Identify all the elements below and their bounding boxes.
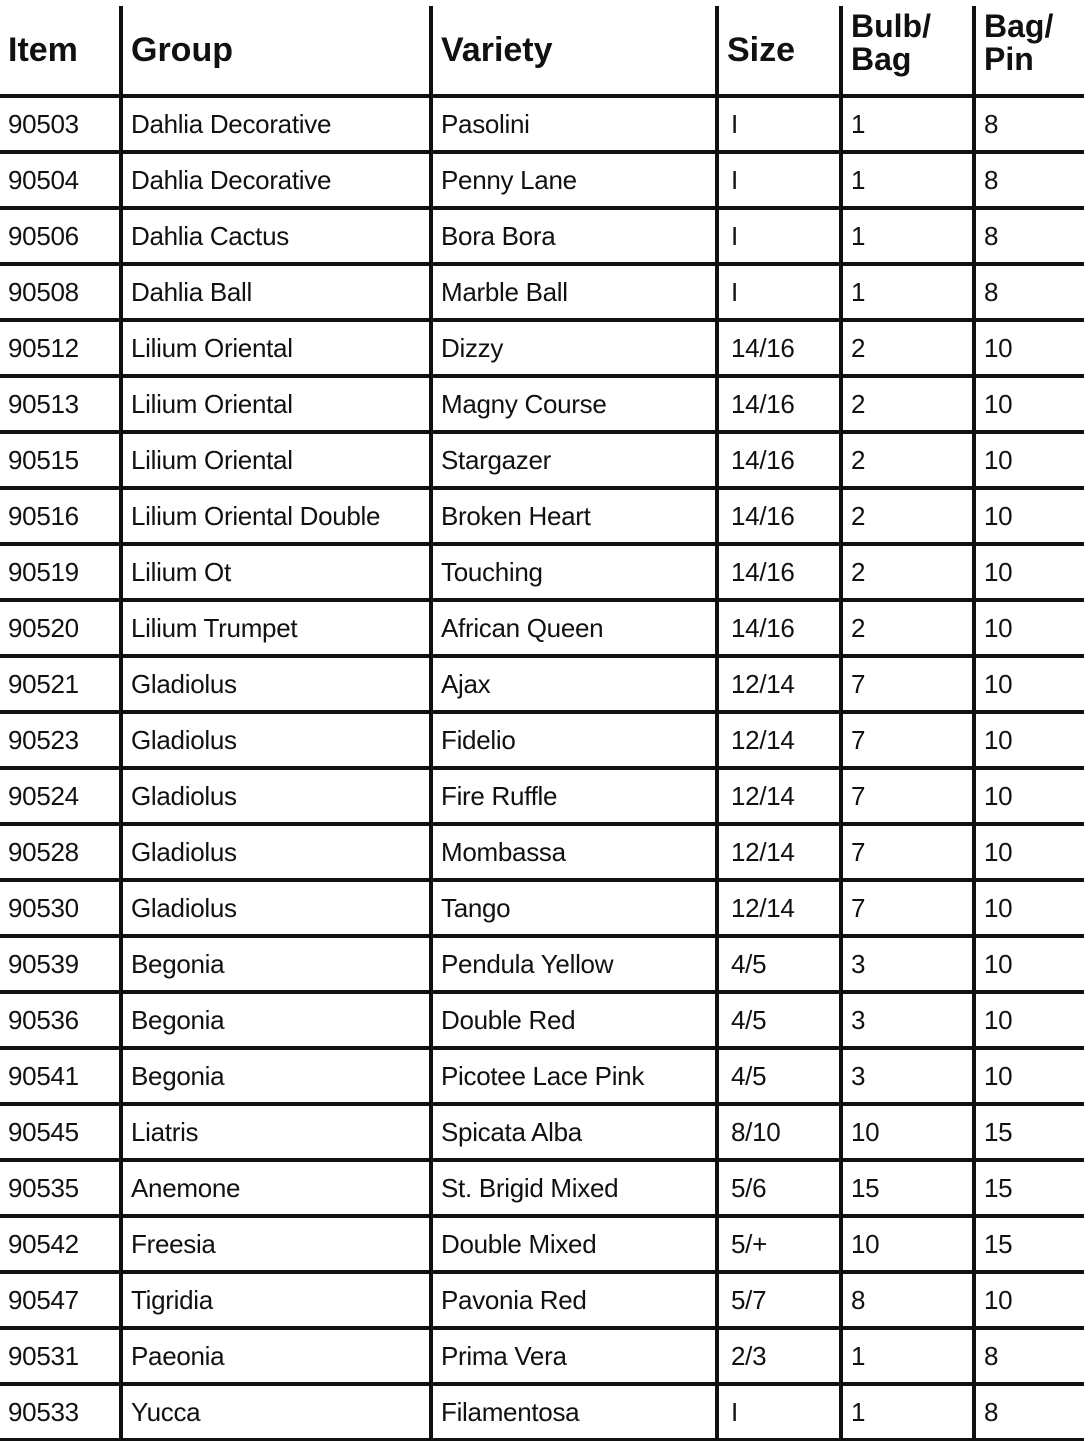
cell-size: 14/16 (717, 432, 841, 488)
header-bulb-bag-line1: Bulb/ (851, 8, 931, 44)
table-row (0, 264, 1084, 320)
cell-variety: Tango (431, 880, 717, 936)
table-row (0, 768, 1084, 824)
cell-group: Freesia (121, 1216, 431, 1272)
cell-bulb-per-bag: 2 (841, 488, 974, 544)
cell-bulb-per-bag: 7 (841, 824, 974, 880)
cell-bulb-per-bag: 10 (841, 1104, 974, 1160)
header-bulb-bag-line2: Bag (851, 41, 912, 77)
cell-item: 90535 (0, 1160, 121, 1216)
cell-bag-per-pin: 10 (974, 936, 1084, 992)
table-row (0, 824, 1084, 880)
cell-variety: Ajax (431, 656, 717, 712)
cell-bulb-per-bag: 3 (841, 936, 974, 992)
cell-bag-per-pin: 10 (974, 712, 1084, 768)
cell-item: 90547 (0, 1272, 121, 1328)
cell-bag-per-pin: 10 (974, 656, 1084, 712)
cell-bag-per-pin: 8 (974, 208, 1084, 264)
table-row (0, 1104, 1084, 1160)
cell-group: Dahlia Decorative (121, 96, 431, 152)
cell-bag-per-pin: 10 (974, 880, 1084, 936)
cell-bulb-per-bag: 10 (841, 1216, 974, 1272)
cell-group: Liatris (121, 1104, 431, 1160)
table-row (0, 96, 1084, 152)
cell-size: I (717, 96, 841, 152)
cell-variety: Penny Lane (431, 152, 717, 208)
header-bag-pin-line1: Bag/ (984, 8, 1054, 44)
cell-bag-per-pin: 10 (974, 768, 1084, 824)
cell-variety: Filamentosa (431, 1384, 717, 1440)
table-row (0, 1048, 1084, 1104)
cell-size: 12/14 (717, 824, 841, 880)
cell-bag-per-pin: 10 (974, 376, 1084, 432)
cell-variety: Double Red (431, 992, 717, 1048)
cell-item: 90504 (0, 152, 121, 208)
table-row (0, 1384, 1084, 1440)
cell-bulb-per-bag: 3 (841, 992, 974, 1048)
table-row (0, 880, 1084, 936)
cell-group: Begonia (121, 936, 431, 992)
table-row (0, 152, 1084, 208)
cell-variety: Prima Vera (431, 1328, 717, 1384)
cell-variety: Touching (431, 544, 717, 600)
cell-bag-per-pin: 15 (974, 1216, 1084, 1272)
cell-group: Lilium Oriental (121, 376, 431, 432)
cell-variety: Broken Heart (431, 488, 717, 544)
cell-item: 90536 (0, 992, 121, 1048)
cell-size: I (717, 264, 841, 320)
cell-item: 90541 (0, 1048, 121, 1104)
cell-bag-per-pin: 8 (974, 1384, 1084, 1440)
cell-group: Gladiolus (121, 656, 431, 712)
cell-group: Gladiolus (121, 768, 431, 824)
cell-bag-per-pin: 10 (974, 488, 1084, 544)
cell-item: 90506 (0, 208, 121, 264)
cell-group: Lilium Ot (121, 544, 431, 600)
cell-bulb-per-bag: 15 (841, 1160, 974, 1216)
cell-bag-per-pin: 8 (974, 1328, 1084, 1384)
header-group: Group (121, 6, 431, 96)
table-row (0, 600, 1084, 656)
cell-variety: Stargazer (431, 432, 717, 488)
cell-size: 8/10 (717, 1104, 841, 1160)
cell-size: 12/14 (717, 712, 841, 768)
cell-variety: Fire Ruffle (431, 768, 717, 824)
cell-item: 90512 (0, 320, 121, 376)
cell-size: 14/16 (717, 376, 841, 432)
cell-group: Lilium Oriental (121, 320, 431, 376)
cell-bulb-per-bag: 7 (841, 712, 974, 768)
cell-bulb-per-bag: 1 (841, 152, 974, 208)
cell-size: 14/16 (717, 320, 841, 376)
table-row (0, 936, 1084, 992)
cell-item: 90528 (0, 824, 121, 880)
cell-item: 90521 (0, 656, 121, 712)
table-row (0, 1272, 1084, 1328)
cell-group: Dahlia Ball (121, 264, 431, 320)
cell-item: 90542 (0, 1216, 121, 1272)
header-item: Item (0, 6, 121, 96)
cell-variety: Picotee Lace Pink (431, 1048, 717, 1104)
cell-size: 12/14 (717, 768, 841, 824)
cell-group: Paeonia (121, 1328, 431, 1384)
cell-bulb-per-bag: 1 (841, 264, 974, 320)
cell-group: Anemone (121, 1160, 431, 1216)
cell-bag-per-pin: 10 (974, 1048, 1084, 1104)
cell-size: I (717, 1384, 841, 1440)
cell-variety: Mombassa (431, 824, 717, 880)
cell-variety: Dizzy (431, 320, 717, 376)
cell-item: 90508 (0, 264, 121, 320)
table-row (0, 376, 1084, 432)
cell-group: Lilium Oriental (121, 432, 431, 488)
cell-bulb-per-bag: 2 (841, 376, 974, 432)
cell-bag-per-pin: 10 (974, 544, 1084, 600)
cell-bag-per-pin: 10 (974, 600, 1084, 656)
cell-size: 12/14 (717, 656, 841, 712)
cell-item: 90520 (0, 600, 121, 656)
cell-size: 4/5 (717, 1048, 841, 1104)
cell-variety: Pavonia Red (431, 1272, 717, 1328)
cell-item: 90503 (0, 96, 121, 152)
table-row (0, 208, 1084, 264)
table-row (0, 1216, 1084, 1272)
cell-item: 90513 (0, 376, 121, 432)
table-body (0, 96, 1084, 1440)
cell-bulb-per-bag: 2 (841, 600, 974, 656)
cell-item: 90545 (0, 1104, 121, 1160)
cell-item: 90519 (0, 544, 121, 600)
cell-item: 90515 (0, 432, 121, 488)
cell-bag-per-pin: 8 (974, 96, 1084, 152)
cell-bag-per-pin: 8 (974, 152, 1084, 208)
cell-variety: Magny Course (431, 376, 717, 432)
cell-bulb-per-bag: 7 (841, 656, 974, 712)
cell-size: 5/7 (717, 1272, 841, 1328)
cell-group: Lilium Trumpet (121, 600, 431, 656)
cell-bulb-per-bag: 8 (841, 1272, 974, 1328)
cell-item: 90524 (0, 768, 121, 824)
cell-group: Begonia (121, 1048, 431, 1104)
cell-size: 4/5 (717, 992, 841, 1048)
header-variety: Variety (431, 6, 717, 96)
cell-bag-per-pin: 10 (974, 1272, 1084, 1328)
cell-variety: Bora Bora (431, 208, 717, 264)
cell-bulb-per-bag: 1 (841, 96, 974, 152)
cell-bulb-per-bag: 1 (841, 208, 974, 264)
cell-size: 14/16 (717, 544, 841, 600)
cell-variety: Fidelio (431, 712, 717, 768)
cell-size: I (717, 208, 841, 264)
cell-group: Yucca (121, 1384, 431, 1440)
cell-variety: Spicata Alba (431, 1104, 717, 1160)
table-header-row (0, 6, 1084, 96)
cell-group: Gladiolus (121, 824, 431, 880)
cell-group: Begonia (121, 992, 431, 1048)
cell-size: 14/16 (717, 600, 841, 656)
cell-bulb-per-bag: 7 (841, 768, 974, 824)
cell-size: 2/3 (717, 1328, 841, 1384)
cell-group: Gladiolus (121, 712, 431, 768)
cell-size: 5/6 (717, 1160, 841, 1216)
cell-group: Dahlia Cactus (121, 208, 431, 264)
header-size: Size (717, 6, 841, 96)
cell-size: 14/16 (717, 488, 841, 544)
cell-variety: Double Mixed (431, 1216, 717, 1272)
cell-bag-per-pin: 10 (974, 992, 1084, 1048)
table-row (0, 992, 1084, 1048)
table-row (0, 488, 1084, 544)
cell-bulb-per-bag: 2 (841, 320, 974, 376)
cell-item: 90533 (0, 1384, 121, 1440)
cell-item: 90531 (0, 1328, 121, 1384)
cell-item: 90539 (0, 936, 121, 992)
cell-bag-per-pin: 10 (974, 824, 1084, 880)
cell-bulb-per-bag: 2 (841, 432, 974, 488)
cell-variety: African Queen (431, 600, 717, 656)
cell-group: Gladiolus (121, 880, 431, 936)
cell-variety: Pendula Yellow (431, 936, 717, 992)
cell-variety: St. Brigid Mixed (431, 1160, 717, 1216)
cell-variety: Pasolini (431, 96, 717, 152)
table-row (0, 544, 1084, 600)
table-row (0, 320, 1084, 376)
cell-variety: Marble Ball (431, 264, 717, 320)
cell-item: 90523 (0, 712, 121, 768)
table-row (0, 1160, 1084, 1216)
cell-bag-per-pin: 15 (974, 1160, 1084, 1216)
cell-bulb-per-bag: 2 (841, 544, 974, 600)
cell-bulb-per-bag: 7 (841, 880, 974, 936)
cell-bag-per-pin: 10 (974, 432, 1084, 488)
cell-item: 90516 (0, 488, 121, 544)
cell-size: I (717, 152, 841, 208)
cell-bag-per-pin: 10 (974, 320, 1084, 376)
header-bag-pin-line2: Pin (984, 41, 1034, 77)
cell-group: Tigridia (121, 1272, 431, 1328)
cell-size: 5/+ (717, 1216, 841, 1272)
cell-group: Lilium Oriental Double (121, 488, 431, 544)
cell-bulb-per-bag: 3 (841, 1048, 974, 1104)
cell-bulb-per-bag: 1 (841, 1328, 974, 1384)
header-bulb-bag (841, 6, 974, 96)
cell-size: 4/5 (717, 936, 841, 992)
cell-size: 12/14 (717, 880, 841, 936)
table-row (0, 1328, 1084, 1384)
cell-group: Dahlia Decorative (121, 152, 431, 208)
cell-bag-per-pin: 15 (974, 1104, 1084, 1160)
table-row (0, 712, 1084, 768)
table-row (0, 432, 1084, 488)
cell-bag-per-pin: 8 (974, 264, 1084, 320)
cell-item: 90530 (0, 880, 121, 936)
cell-bulb-per-bag: 1 (841, 1384, 974, 1440)
table-row (0, 656, 1084, 712)
header-bag-pin (974, 6, 1084, 96)
bulb-table (0, 6, 1084, 1441)
